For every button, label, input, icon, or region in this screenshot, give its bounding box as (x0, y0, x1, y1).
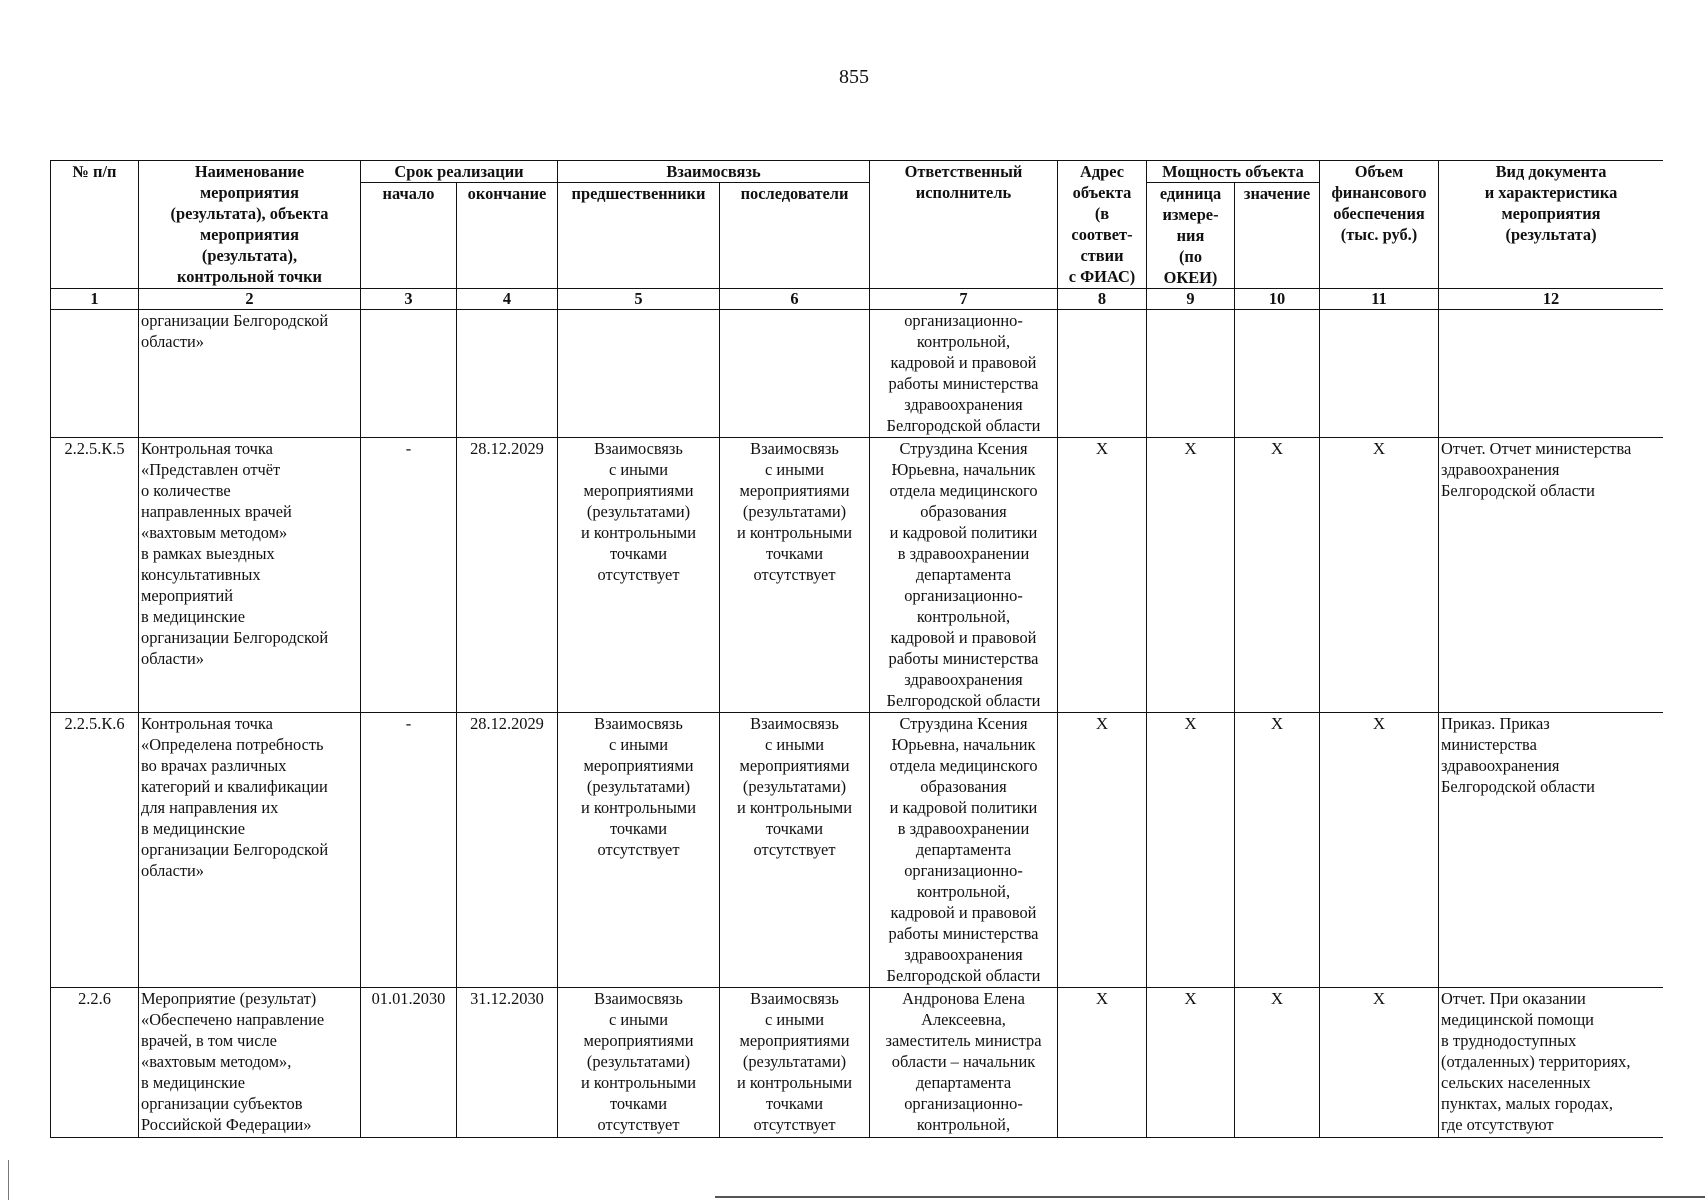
header-unit: единица измере- ния (по ОКЕИ) (1147, 183, 1235, 289)
row-responsible: Струздина Ксения Юрьевна, начальник отдела медицинского образования и кадровой политики в здравоохранении департамента организационно- контрольной, кадровой и правовой работы министерства здравоохранения Белгородской области (870, 713, 1058, 988)
row-end: 31.12.2030 (457, 988, 558, 1138)
row-end (457, 310, 558, 438)
header-num: № п/п (51, 161, 139, 289)
header-end: окончание (457, 183, 558, 289)
table-row (51, 988, 1664, 1138)
row-document: Приказ. Приказ министерства здравоохранения Белгородской области (1439, 713, 1663, 988)
row-start: 01.01.2030 (361, 988, 457, 1138)
row-unit (1147, 310, 1235, 438)
col-number: 7 (870, 289, 1058, 310)
header-successors: последователи (720, 183, 870, 289)
row-responsible: Андронова Елена Алексеевна, заместитель министра области – начальник департамента организационно- контрольной, (870, 988, 1058, 1138)
row-unit: X (1147, 438, 1235, 713)
row-value: X (1235, 988, 1320, 1138)
row-name: Контрольная точка «Определена потребность во врачах различных категорий и квалификации для направления их в медицинские организации Белгородской области» (139, 713, 361, 988)
row-finance: X (1320, 438, 1439, 713)
scan-edge-mark (8, 1160, 9, 1200)
row-start (361, 310, 457, 438)
col-number: 3 (361, 289, 457, 310)
row-finance: X (1320, 988, 1439, 1138)
row-number: 2.2.6 (51, 988, 139, 1138)
row-successors: Взаимосвязь с иными мероприятиями (результатами) и контрольными точками отсутствует (720, 988, 870, 1138)
row-unit: X (1147, 713, 1235, 988)
row-end: 28.12.2029 (457, 713, 558, 988)
col-number: 11 (1320, 289, 1439, 310)
row-number: 2.2.5.К.6 (51, 713, 139, 988)
col-number: 4 (457, 289, 558, 310)
row-value (1235, 310, 1320, 438)
row-predecessors: Взаимосвязь с иными мероприятиями (результатами) и контрольными точками отсутствует (558, 988, 720, 1138)
table-row (51, 310, 1664, 438)
plan-table-wrapper (50, 160, 1663, 1141)
table-row (51, 438, 1664, 713)
header-responsible: Ответственный исполнитель (870, 161, 1058, 289)
row-finance (1320, 310, 1439, 438)
row-address: X (1058, 438, 1147, 713)
row-responsible: организационно- контрольной, кадровой и правовой работы министерства здравоохранения Белгородской области (870, 310, 1058, 438)
row-successors (720, 310, 870, 438)
row-unit: X (1147, 988, 1235, 1138)
header-capacity: Мощность объекта (1147, 161, 1320, 183)
row-address: X (1058, 988, 1147, 1138)
header-value: значение (1235, 183, 1320, 289)
row-number (51, 310, 139, 438)
row-successors: Взаимосвязь с иными мероприятиями (результатами) и контрольными точками отсутствует (720, 713, 870, 988)
row-name: Мероприятие (результат) «Обеспечено направление врачей, в том числе «вахтовым методом», в медицинские организации субъектов Российской Федерации» (139, 988, 361, 1138)
scan-artifact-line (715, 1196, 1705, 1198)
row-start: - (361, 438, 457, 713)
col-number: 6 (720, 289, 870, 310)
header-document: Вид документа и характеристика мероприятия (результата) (1439, 161, 1663, 289)
row-number: 2.2.5.К.5 (51, 438, 139, 713)
row-predecessors: Взаимосвязь с иными мероприятиями (результатами) и контрольными точками отсутствует (558, 438, 720, 713)
header-start: начало (361, 183, 457, 289)
row-document (1439, 310, 1663, 438)
row-value: X (1235, 713, 1320, 988)
col-number: 8 (1058, 289, 1147, 310)
header-name: Наименование мероприятия (результата), объекта мероприятия (результата), контрольной точки (139, 161, 361, 289)
col-number: 2 (139, 289, 361, 310)
header-relation: Взаимосвязь (558, 161, 870, 183)
row-value: X (1235, 438, 1320, 713)
page-number: 855 (839, 66, 869, 88)
row-document: Отчет. При оказании медицинской помощи в труднодоступных (отдаленных) территориях, сельских населенных пунктах, малых городах, где отсутствуют (1439, 988, 1663, 1138)
header-term: Срок реализации (361, 161, 558, 183)
row-address (1058, 310, 1147, 438)
col-number: 12 (1439, 289, 1663, 310)
col-number: 9 (1147, 289, 1235, 310)
row-document: Отчет. Отчет министерства здравоохранения Белгородской области (1439, 438, 1663, 713)
row-finance: X (1320, 713, 1439, 988)
row-successors: Взаимосвязь с иными мероприятиями (результатами) и контрольными точками отсутствует (720, 438, 870, 713)
col-number: 1 (51, 289, 139, 310)
row-responsible: Струздина Ксения Юрьевна, начальник отдела медицинского образования и кадровой политики в здравоохранении департамента организационно- контрольной, кадровой и правовой работы министерства здравоохранения Белгородской области (870, 438, 1058, 713)
col-number: 10 (1235, 289, 1320, 310)
row-predecessors: Взаимосвязь с иными мероприятиями (результатами) и контрольными точками отсутствует (558, 713, 720, 988)
table-row (51, 713, 1664, 988)
row-name: организации Белгородской области» (139, 310, 361, 438)
header-finance: Объем финансового обеспечения (тыс. руб.) (1320, 161, 1439, 289)
plan-table (50, 160, 1663, 1138)
header-address: Адрес объекта (в соответ- ствии с ФИАС) (1058, 161, 1147, 289)
row-address: X (1058, 713, 1147, 988)
row-name: Контрольная точка «Представлен отчёт о количестве направленных врачей «вахтовым методом» в рамках выездных консультативных мероприятий в медицинские организации Белгородской области» (139, 438, 361, 713)
row-predecessors (558, 310, 720, 438)
header-predecessors: предшественники (558, 183, 720, 289)
row-end: 28.12.2029 (457, 438, 558, 713)
row-start: - (361, 713, 457, 988)
col-number: 5 (558, 289, 720, 310)
